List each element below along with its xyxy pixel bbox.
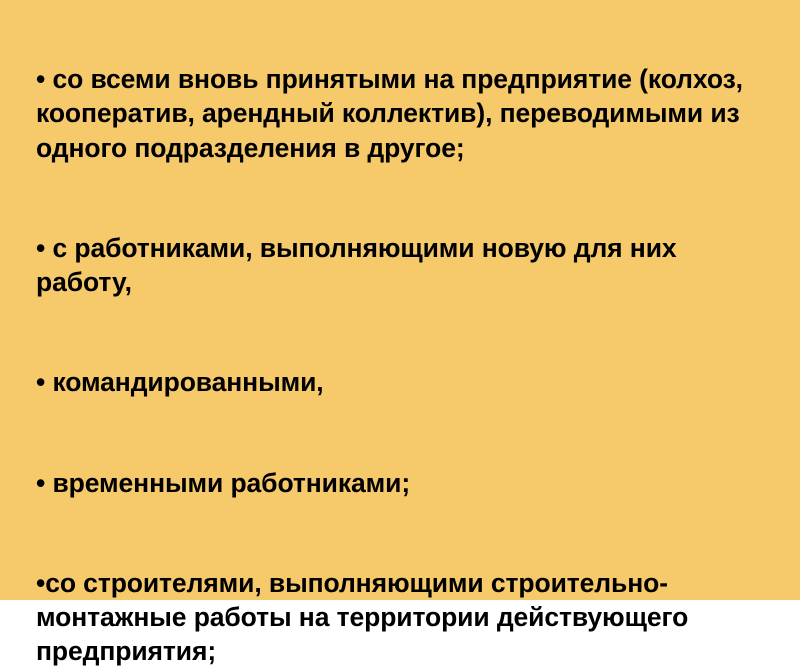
bullet-marker-3: • bbox=[36, 367, 46, 398]
bullet-marker-2: • bbox=[36, 232, 46, 263]
bullet-paragraph-2 bbox=[36, 197, 770, 300]
bullet-paragraph-3 bbox=[36, 331, 770, 399]
bullet-paragraph-5 bbox=[36, 532, 770, 669]
bullet-text-2: с работниками, выполняющими новую для них работу, bbox=[36, 232, 677, 298]
bullet-text-1: со всеми вновь принятыми на предприятие (колхоз, кооператив, арендный коллектив), переводимыми из одного подразделения в другое; bbox=[36, 64, 743, 163]
bullet-marker-5: • bbox=[36, 568, 46, 599]
bullet-text-4: временными работниками; bbox=[45, 467, 411, 498]
bullet-text-3: командированными, bbox=[45, 367, 324, 398]
bullet-paragraph-4 bbox=[36, 432, 770, 500]
bullet-text-5: со строителями, выполняющими строительно-монтажные работы на территории действующего предприятия; bbox=[36, 568, 689, 667]
bullet-paragraph-1 bbox=[36, 28, 770, 165]
bullet-marker-4: • bbox=[36, 467, 46, 498]
bullet-marker-1: • bbox=[36, 64, 46, 95]
